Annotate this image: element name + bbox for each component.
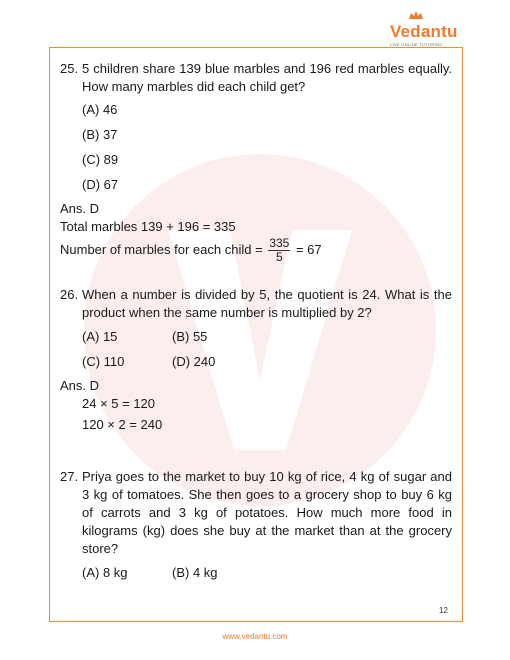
option-c: (C) 89 <box>82 152 119 167</box>
question-text: Priya goes to the market to buy 10 kg of rice, 4 kg of sugar and 3 kg of tomatoes. She then goes to a grocery shop to buy 6 kg of carrots and 3 kg of potatoes. How much more food in kilograms (kg) does she buy at the market than at the grocery store? <box>82 469 452 556</box>
option-d: (D) 67 <box>82 177 119 192</box>
question-text: 5 children share 139 blue marbles and 196 red marbles equally. How many marbles did each child get? <box>82 61 452 94</box>
solution-line: Total marbles 139 + 196 = 335 <box>60 219 236 234</box>
option-row <box>82 353 452 371</box>
solution-line: 120 × 2 = 240 <box>82 417 163 432</box>
page-number: 12 <box>439 606 448 615</box>
option-a: (A) 8 kg <box>82 565 128 580</box>
fraction-denominator: 5 <box>275 250 283 264</box>
logo-tagline: LIVE ONLINE TUTORING <box>390 42 443 47</box>
option-a: (A) 46 <box>82 102 118 117</box>
solution-fraction-line <box>60 237 452 264</box>
question-number: 25. <box>60 61 79 76</box>
fraction <box>268 237 290 264</box>
option-b: (B) 4 kg <box>172 565 218 580</box>
vedantu-logo <box>382 8 462 48</box>
option-b: (B) 55 <box>172 329 208 344</box>
solution-suffix: = 67 <box>295 241 322 257</box>
question-text: When a number is divided by 5, the quotient is 24. What is the product when the same number is multiplied by 2? <box>82 287 452 320</box>
option-a: (A) 15 <box>82 329 118 344</box>
option-b: (B) 37 <box>82 127 118 142</box>
logo-crown-icon <box>408 10 424 20</box>
option-row <box>82 328 452 346</box>
answer-label: Ans. D <box>60 378 100 393</box>
logo-wordmark: Vedantu <box>390 22 458 41</box>
footer-url[interactable]: www.vedantu.com <box>222 632 288 641</box>
option-row <box>82 564 452 582</box>
question-25 <box>60 60 452 96</box>
answer-label: Ans. D <box>60 201 100 216</box>
question-number: 27. <box>60 469 79 484</box>
question-26 <box>60 286 452 322</box>
question-number: 26. <box>60 287 79 302</box>
question-27 <box>60 468 452 558</box>
option-d: (D) 240 <box>172 354 216 369</box>
fraction-numerator: 335 <box>269 236 290 250</box>
document-content <box>60 60 452 582</box>
option-c: (C) 110 <box>82 354 125 369</box>
solution-prefix: Number of marbles for each child = <box>60 241 263 257</box>
solution-line: 24 × 5 = 120 <box>82 396 156 411</box>
